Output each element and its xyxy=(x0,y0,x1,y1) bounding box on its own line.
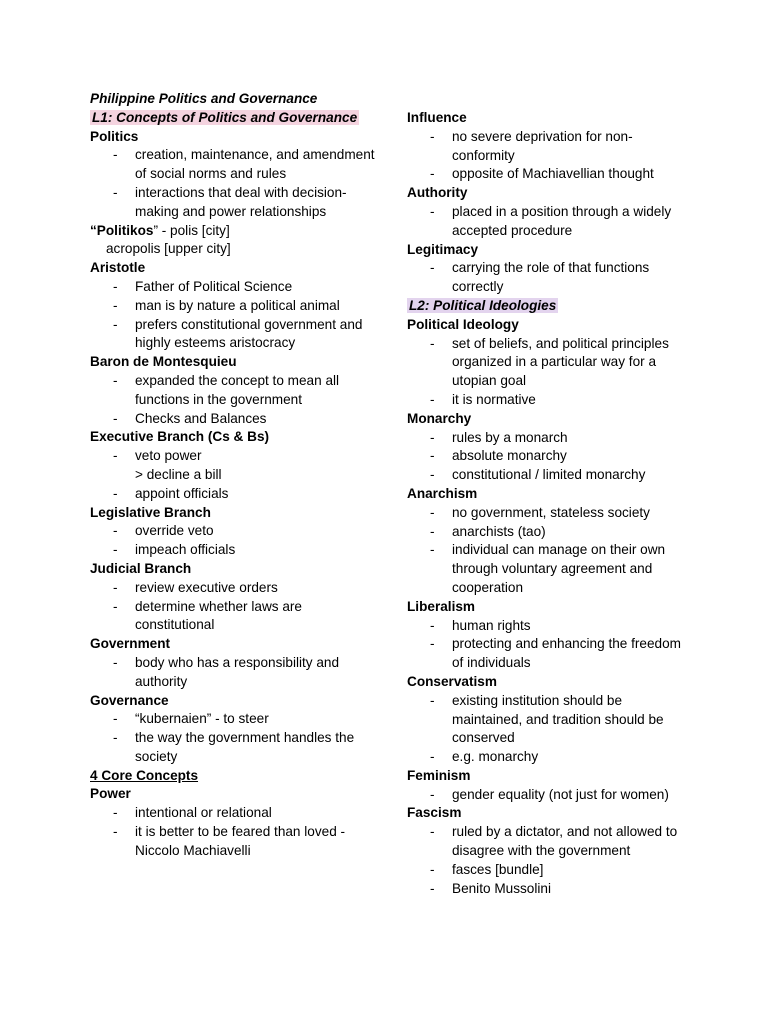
bullet-dash: - xyxy=(430,523,435,539)
term-executive-branch: Executive Branch (Cs & Bs) xyxy=(90,429,270,445)
term-anarchism: Anarchism xyxy=(407,485,478,501)
bullet-dash: - xyxy=(430,504,435,520)
list-item xyxy=(90,146,375,184)
list-item xyxy=(407,786,692,805)
list-item xyxy=(90,541,375,560)
list-item xyxy=(407,429,692,448)
list-item-text: Father of Political Science xyxy=(135,278,293,294)
list-item xyxy=(407,466,692,485)
bullet-dash: - xyxy=(430,542,435,558)
bullet-dash: - xyxy=(430,636,435,652)
list-item: - appoint officials xyxy=(113,485,229,501)
term-judicial-branch: Judicial Branch xyxy=(90,560,192,576)
term-political-ideology: Political Ideology xyxy=(407,316,519,332)
term-aristotle: Aristotle xyxy=(90,260,146,276)
list-item-text: expanded the concept to mean all functions in the government xyxy=(135,372,340,407)
list-item-text: review executive orders xyxy=(135,579,278,595)
bullet-dash: - xyxy=(430,880,435,896)
list-subitem: > decline a bill xyxy=(135,466,222,482)
list-item-text: Benito Mussolini xyxy=(452,880,551,896)
term-monarchy: Monarchy xyxy=(407,410,472,426)
list-item xyxy=(407,880,692,899)
list-item xyxy=(90,598,375,636)
list-item-text: interactions that deal with decision-making and power relationships xyxy=(135,184,347,219)
list-item xyxy=(90,579,375,598)
list-item xyxy=(407,128,692,166)
feminism-list xyxy=(407,786,692,805)
bullet-dash: - xyxy=(113,711,118,727)
fascism-list xyxy=(407,823,692,898)
government-list xyxy=(90,654,375,692)
bullet-dash: - xyxy=(430,448,435,464)
term-feminism: Feminism xyxy=(407,767,471,783)
term-legislative-branch: Legislative Branch xyxy=(90,504,211,520)
bullet-dash: - xyxy=(113,410,118,426)
bullet-dash: - xyxy=(430,861,435,877)
list-item xyxy=(407,541,692,597)
lesson-1-heading: L1: Concepts of Politics and Governance xyxy=(92,109,358,125)
bullet-dash: - xyxy=(430,391,435,407)
list-item xyxy=(90,804,375,823)
bullet-dash: - xyxy=(113,523,118,539)
bullet-dash: - xyxy=(113,278,118,294)
bullet-dash: - xyxy=(113,824,118,840)
anarchism-list xyxy=(407,504,692,598)
bullet-dash: - xyxy=(430,335,435,351)
document-title: Philippine Politics and Governance xyxy=(90,91,318,106)
bullet-dash: - xyxy=(113,598,118,614)
bullet-dash: - xyxy=(430,467,435,483)
list-item-text: Checks and Balances xyxy=(135,410,267,426)
legitimacy-list xyxy=(407,259,692,297)
list-item-text: anarchists (tao) xyxy=(452,523,546,539)
list-item-text: absolute monarchy xyxy=(452,448,567,464)
list-item-text: set of beliefs, and political principles organized in a particular way for a utopian goal xyxy=(452,335,669,389)
term-fascism: Fascism xyxy=(407,805,462,821)
list-item xyxy=(407,692,692,748)
list-item-text: placed in a position through a widely accepted procedure xyxy=(452,203,672,238)
authority-list xyxy=(407,203,692,241)
bullet-dash: - xyxy=(113,184,118,200)
list-item-text: fasces [bundle] xyxy=(452,861,544,877)
term-influence: Influence xyxy=(407,110,467,125)
power-list xyxy=(90,804,375,860)
monarchy-list xyxy=(407,429,692,485)
term-legitimacy: Legitimacy xyxy=(407,241,479,257)
list-item xyxy=(90,522,375,541)
governance-list xyxy=(90,710,375,766)
politikos-acropolis: acropolis [upper city] xyxy=(106,241,231,257)
bullet-dash: - xyxy=(430,429,435,445)
list-item xyxy=(90,316,375,354)
list-item-text: creation, maintenance, and amendment of social norms and rules xyxy=(135,147,375,182)
list-item-text: individual can manage on their own through voluntary agreement and cooperation xyxy=(452,542,666,595)
list-item-text: ruled by a dictator, and not allowed to disagree with the government xyxy=(452,824,678,859)
term-governance: Governance xyxy=(90,692,169,708)
term-politikos: “Politikos” - polis [city] xyxy=(90,222,230,238)
political-ideology-list xyxy=(407,335,692,410)
list-item xyxy=(407,165,692,184)
list-item-text: protecting and enhancing the freedom of individuals xyxy=(452,636,681,671)
aristotle-list xyxy=(90,278,375,353)
list-item-text: human rights xyxy=(452,617,531,633)
list-item-text: man is by nature a political animal xyxy=(135,297,340,313)
list-item xyxy=(90,654,375,692)
bullet-dash: - xyxy=(113,297,118,313)
list-item xyxy=(90,278,375,297)
term-conservatism: Conservatism xyxy=(407,673,497,689)
list-item-text: body who has a responsibility and authority xyxy=(135,654,340,689)
list-item xyxy=(407,391,692,410)
list-item-text: constitutional / limited monarchy xyxy=(452,467,646,483)
bullet-dash: - xyxy=(113,730,118,746)
list-item xyxy=(90,297,375,316)
list-item xyxy=(90,410,375,429)
list-item-text: gender equality (not just for women) xyxy=(452,786,669,802)
list-item-text: override veto xyxy=(135,523,214,539)
legislative-list xyxy=(90,522,375,560)
list-item xyxy=(90,823,375,861)
list-item-text: intentional or relational xyxy=(135,805,272,821)
list-item-text: impeach officials xyxy=(135,542,236,558)
conservatism-list xyxy=(407,692,692,767)
montesquieu-list xyxy=(90,372,375,428)
list-item-text: e.g. monarchy xyxy=(452,749,539,765)
term-montesquieu: Baron de Montesquieu xyxy=(90,354,237,370)
term-power: Power xyxy=(90,786,131,802)
bullet-dash: - xyxy=(430,128,435,144)
bullet-dash: - xyxy=(430,749,435,765)
list-item xyxy=(90,729,375,767)
list-item xyxy=(407,447,692,466)
core-concepts-heading: 4 Core Concepts xyxy=(90,767,199,783)
bullet-dash: - xyxy=(113,372,118,388)
politics-list xyxy=(90,146,375,221)
influence-list xyxy=(407,128,692,184)
list-item-text: it is better to be feared than loved - Niccolo Machiavelli xyxy=(135,824,346,858)
bullet-dash: - xyxy=(113,805,118,821)
list-item-text: prefers constitutional government and highly esteems aristocracy xyxy=(135,316,363,351)
list-item xyxy=(407,335,692,391)
bullet-dash: - xyxy=(113,316,118,332)
list-item-text: determine whether laws are constitutional xyxy=(135,598,302,633)
list-item xyxy=(407,523,692,542)
bullet-dash: - xyxy=(430,786,435,802)
list-item xyxy=(90,710,375,729)
list-item xyxy=(407,203,692,241)
bullet-dash: - xyxy=(430,166,435,182)
lesson-2-heading: L2: Political Ideologies xyxy=(409,297,557,313)
bullet-dash: - xyxy=(113,579,118,595)
list-item xyxy=(407,259,692,297)
bullet-dash: - xyxy=(113,654,118,670)
bullet-dash: - xyxy=(113,147,118,163)
list-item xyxy=(407,635,692,673)
liberalism-list xyxy=(407,617,692,673)
term-liberalism: Liberalism xyxy=(407,598,475,614)
bullet-dash: - xyxy=(113,542,118,558)
right-column xyxy=(407,109,692,898)
list-item-text: rules by a monarch xyxy=(452,429,568,445)
term-authority: Authority xyxy=(407,185,468,201)
list-item xyxy=(90,372,375,410)
list-item-text: no severe deprivation for non-conformity xyxy=(452,128,633,163)
bullet-dash: - xyxy=(430,260,435,276)
list-item-text: “kubernaien” - to steer xyxy=(135,711,269,727)
list-item xyxy=(407,861,692,880)
list-item: - veto power xyxy=(113,448,202,464)
list-item xyxy=(407,823,692,861)
list-item-text: no government, stateless society xyxy=(452,504,650,520)
list-item xyxy=(407,748,692,767)
list-item xyxy=(407,504,692,523)
bullet-dash: - xyxy=(430,824,435,840)
list-item-text: the way the government handles the society xyxy=(135,730,355,764)
list-item-text: opposite of Machiavellian thought xyxy=(452,166,654,182)
left-column xyxy=(90,90,375,861)
list-item-text: existing institution should be maintained, and tradition should be conserved xyxy=(452,692,664,746)
bullet-dash: - xyxy=(430,617,435,633)
judicial-list xyxy=(90,579,375,635)
term-politics: Politics xyxy=(90,128,139,144)
bullet-dash: - xyxy=(430,203,435,219)
list-item xyxy=(407,617,692,636)
list-item-text: carrying the role of that functions correctly xyxy=(452,260,650,295)
term-government: Government xyxy=(90,636,171,652)
list-item-text: it is normative xyxy=(452,391,536,407)
bullet-dash: - xyxy=(430,692,435,708)
list-item xyxy=(90,184,375,222)
